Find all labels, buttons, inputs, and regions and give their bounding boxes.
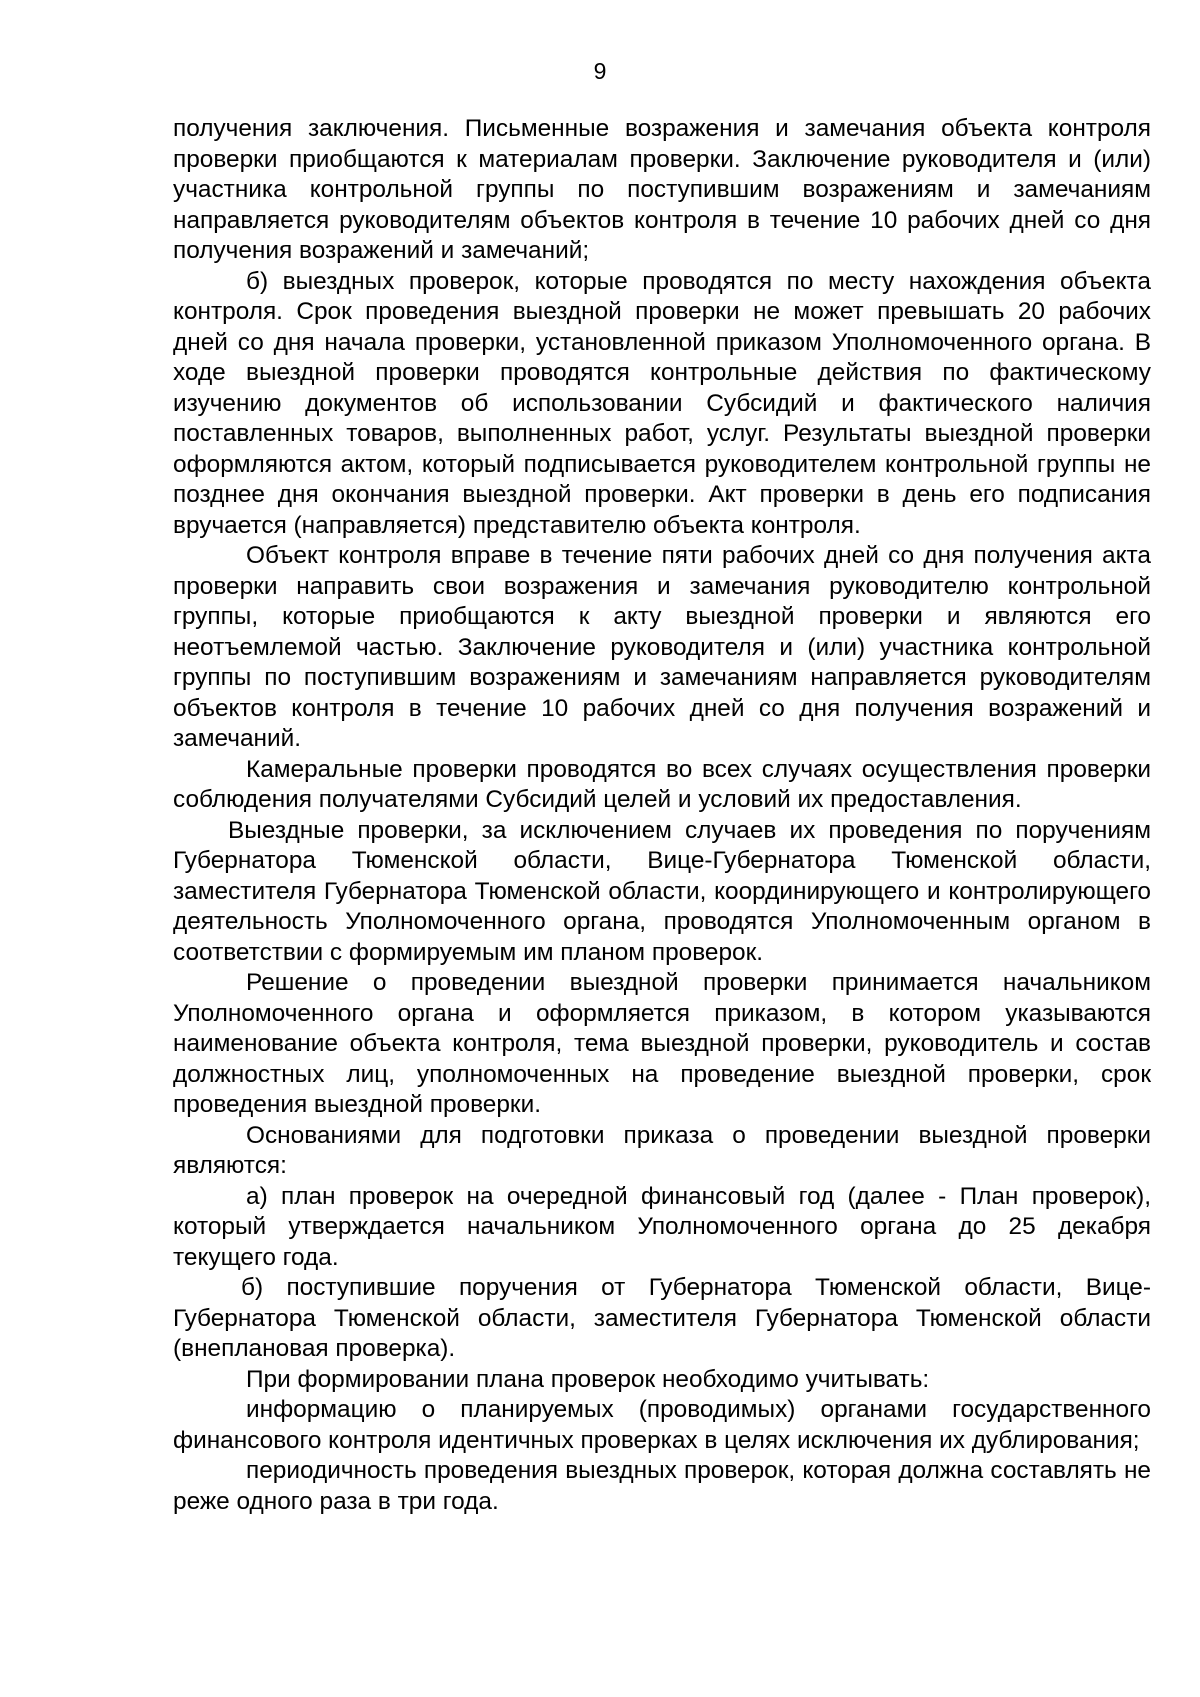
- paragraph-decision: Решение о проведении выездной проверки принимается начальником Уполномоченного органа и оформляется приказом, в котором указываются наименование объекта контроля, тема выездной проверки, руководитель и состав должностных лиц, уполномоченных на проведение выездной проверки, срок проведения выездной проверки.: [173, 969, 1151, 1118]
- paragraph-field-inspections-plan: Выездные проверки, за исключением случаев их проведения по поручениям Губернатора Тюменской области, Вице-Губернатора Тюменской области, заместителя Губернатора Тюменской области, координирующего и контролирующего деятельность Уполномоченного органа, проводятся Уполномоченным органом в соответствии с формируемым им планом проверок.: [173, 816, 1151, 966]
- paragraph-consideration-information: информацию о планируемых (проводимых) органами государственного финансового контроля идентичных проверках в целях исключения их дублирования;: [173, 1396, 1151, 1454]
- paragraph-consideration-periodicity: периодичность проведения выездных проверок, которая должна составлять не реже одного раза в три года.: [173, 1457, 1151, 1515]
- paragraph-grounds-item-a: а) план проверок на очередной финансовый год (далее - План проверок), который утверждается начальником Уполномоченного органа до 25 декабря текущего года.: [173, 1182, 1151, 1271]
- document-body: [173, 114, 1151, 1517]
- paragraph-grounds: Основаниями для подготовки приказа о проведении выездной проверки являются:: [173, 1121, 1151, 1179]
- paragraph-desk-inspections: Камеральные проверки проводятся во всех случаях осуществления проверки соблюдения получателями Субсидий целей и условий их предоставления.: [173, 755, 1151, 813]
- paragraph-continuation: получения заключения. Письменные возражения и замечания объекта контроля проверки приобщаются к материалам проверки. Заключение руководителя и (или) участника контрольной группы по поступившим возражениям и замечаниям направляется руководителям объектов контроля в течение 10 рабочих дней со дня получения возражений и замечаний;: [173, 115, 1151, 264]
- paragraph-grounds-item-b: б) поступившие поручения от Губернатора Тюменской области, Вице-Губернатора Тюменской области, заместителя Губернатора Тюменской области (внеплановая проверка).: [173, 1274, 1151, 1362]
- paragraph-plan-considerations: При формировании плана проверок необходимо учитывать:: [246, 1365, 930, 1393]
- page-number: 9: [593, 58, 607, 84]
- paragraph-item-b-field-inspections: б) выездных проверок, которые проводятся по месту нахождения объекта контроля. Срок проведения выездной проверки не может превышать 20 рабочих дней со дня начала проверки, установленной приказом Уполномоченного органа. В ходе выездной проверки проводятся контрольные действия по фактическому изучению документов об использовании Субсидий и фактического наличия поставленных товаров, выполненных работ, услуг. Результаты выездной проверки оформляются актом, который подписывается руководителем контрольной группы не позднее дня окончания выездной проверки. Акт проверки в день его подписания вручается (направляется) представителю объекта контроля.: [173, 267, 1151, 539]
- paragraph-objections: Объект контроля вправе в течение пяти рабочих дней со дня получения акта проверки направить свои возражения и замечания руководителю контрольной группы, которые приобщаются к акту выездной проверки и являются его неотъемлемой частью. Заключение руководителя и (или) участника контрольной группы по поступившим возражениям и замечаниям направляется руководителям объектов контроля в течение 10 рабочих дней со дня получения возражений и замечаний.: [173, 542, 1151, 752]
